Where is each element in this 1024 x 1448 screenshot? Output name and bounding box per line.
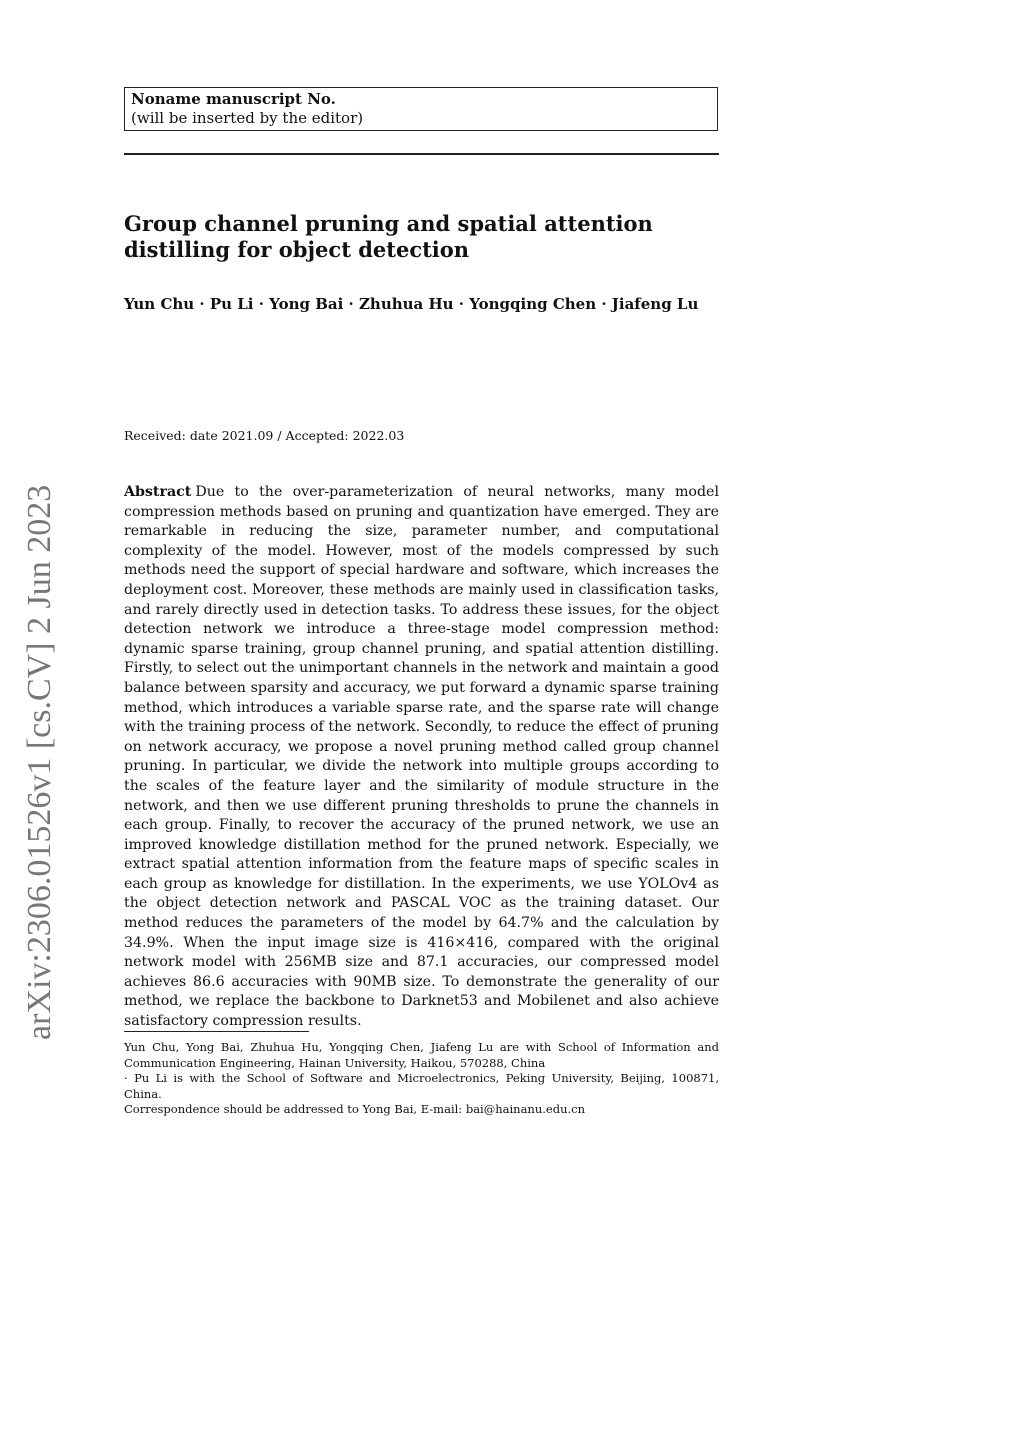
manuscript-notice-box (124, 87, 718, 131)
abstract-label: Abstract (124, 484, 192, 500)
manuscript-number-label: Noname manuscript No. (131, 90, 336, 108)
footnotes (124, 1040, 719, 1118)
footnote-correspondence: Correspondence should be addressed to Yong Bai, E-mail: bai@hainanu.edu.cn (124, 1102, 585, 1116)
editor-note: (will be inserted by the editor) (131, 109, 364, 127)
header-rule (124, 153, 719, 155)
arxiv-identifier-stamp: arXiv:2306.01526v1 [cs.CV] 2 Jun 2023 (21, 484, 58, 1040)
footnote-affiliation-2: · Pu Li is with the School of Software and Microelectronics, Peking University, Beijing, 100871, China. (124, 1071, 719, 1101)
footnote-rule (124, 1031, 309, 1032)
abstract-text: Due to the over-parameterization of neural networks, many model compression methods based on pruning and quantization have emerged. They are remarkable in reducing the size, parameter number, and computational complexity of the model. However, most of the models compressed by such methods need the support of special hardware and software, which increases the deployment cost. Moreover, these methods are mainly used in classification tasks, and rarely directly used in detection tasks. To address these issues, for the object detection network we introduce a three-stage model compression method: dynamic sparse training, group channel pruning, and spatial attention distilling. Firstly, to select out the unimportant channels in the network and maintain a good balance between sparsity and accuracy, we put forward a dynamic sparse training method, which introduces a variable sparse rate, and the sparse rate will change with the training process of the network. Secondly, to reduce the effect of pruning on network accuracy, we propose a novel pruning method called group channel pruning. In particular, we divide the network into multiple groups according to the scales of the feature layer and the similarity of module structure in the network, and then we use different pruning thresholds to prune the channels in each group. Finally, to recover the accuracy of the pruned network, we use an improved knowledge distillation method for the pruned network. Especially, we extract spatial attention information from the feature maps of specific scales in each group as knowledge for distillation. In the experiments, we use YOLOv4 as the object detection network and PASCAL VOC as the training dataset. Our method reduces the parameters of the model by 64.7% and the calculation by 34.9%. When the input image size is 416×416, compared with the original network model with 256MB size and 87.1 accuracies, our compressed model achieves 86.6 accuracies with 90MB size. To demonstrate the generality of our method, we replace the backbone to Darknet53 and Mobilenet and also achieve satisfactory compression results. (124, 484, 719, 1030)
paper-title: Group channel pruning and spatial attention distilling for object detection (124, 211, 653, 262)
footnote-affiliation: Yun Chu, Yong Bai, Zhuhua Hu, Yongqing Chen, Jiafeng Lu are with School of Information and Communication Engineering, Hainan University, Haikou, 570288, China (124, 1040, 719, 1070)
author-list: Yun Chu · Pu Li · Yong Bai · Zhuhua Hu · Yongqing Chen · Jiafeng Lu (124, 295, 699, 313)
received-date: Received: date 2021.09 / Accepted: 2022.03 (124, 428, 405, 443)
abstract (124, 483, 719, 1032)
